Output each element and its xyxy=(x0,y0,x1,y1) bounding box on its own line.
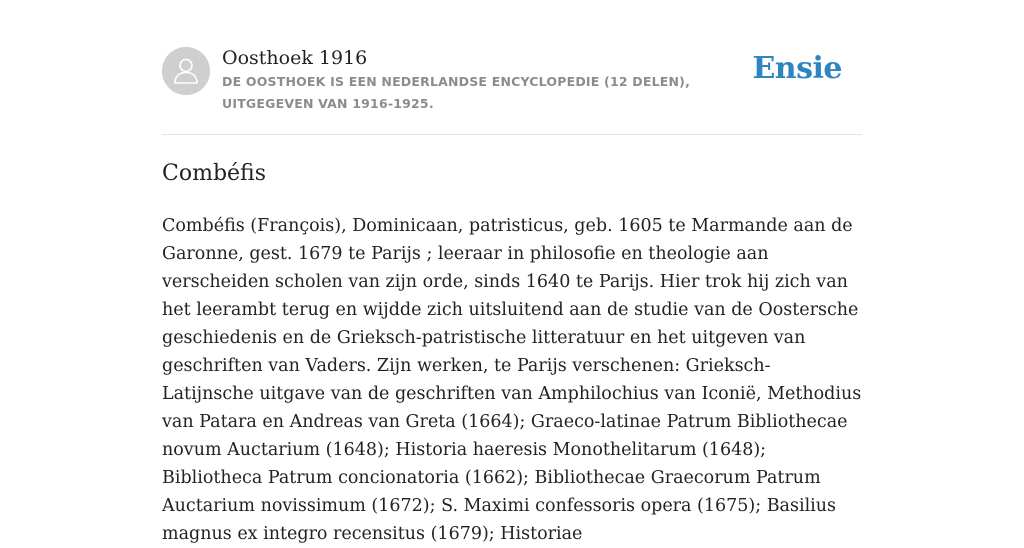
user-silhouette-icon xyxy=(162,47,210,95)
page-container xyxy=(162,0,862,544)
source-title[interactable]: Oosthoek 1916 xyxy=(222,47,368,69)
ensie-logo[interactable]: Ensie xyxy=(752,51,842,86)
article-body: Combéfis (François), Dominicaan, patristicus, geb. 1605 te Marmande aan de Garonne, gest. 1679 te Parijs ; leeraar in philosofie en theologie aan verscheiden scholen van zijn orde, sinds 1640 te Parijs. Hier trok hij zich van het leerambt terug en wijdde zich uitsluitend aan de studie van de Oostersche geschiedenis en de Grieksch-patristische litteratuur en het uitgeven van geschriften van Vaders. Zijn werken, te Parijs verschenen: Grieksch-Latijnsche uitgave van de geschriften van Amphilochius van Iconië, Methodius van Patara en Andreas van Greta (1664); Graeco-latinae Patrum Bibliothecae novum Auctarium (1648); Historia haeresis Monothelitarum (1648); Bibliotheca Patrum concionatoria (1662); Bibliothecae Graecorum Patrum Auctarium novissimum (1672); S. Maximi confessoris opera (1675); Basilius magnus ex integro recensitus (1679); Historiae xyxy=(162,216,862,544)
source-description: DE OOSTHOEK IS EEN NEDERLANDSE ENCYCLOPEDIE (12 DELEN), UITGEGEVEN VAN 1916-1925. xyxy=(222,74,691,111)
source-avatar[interactable] xyxy=(162,47,210,95)
source-header xyxy=(162,0,862,135)
source-info xyxy=(222,44,762,115)
article-title: Combéfis xyxy=(162,161,267,186)
